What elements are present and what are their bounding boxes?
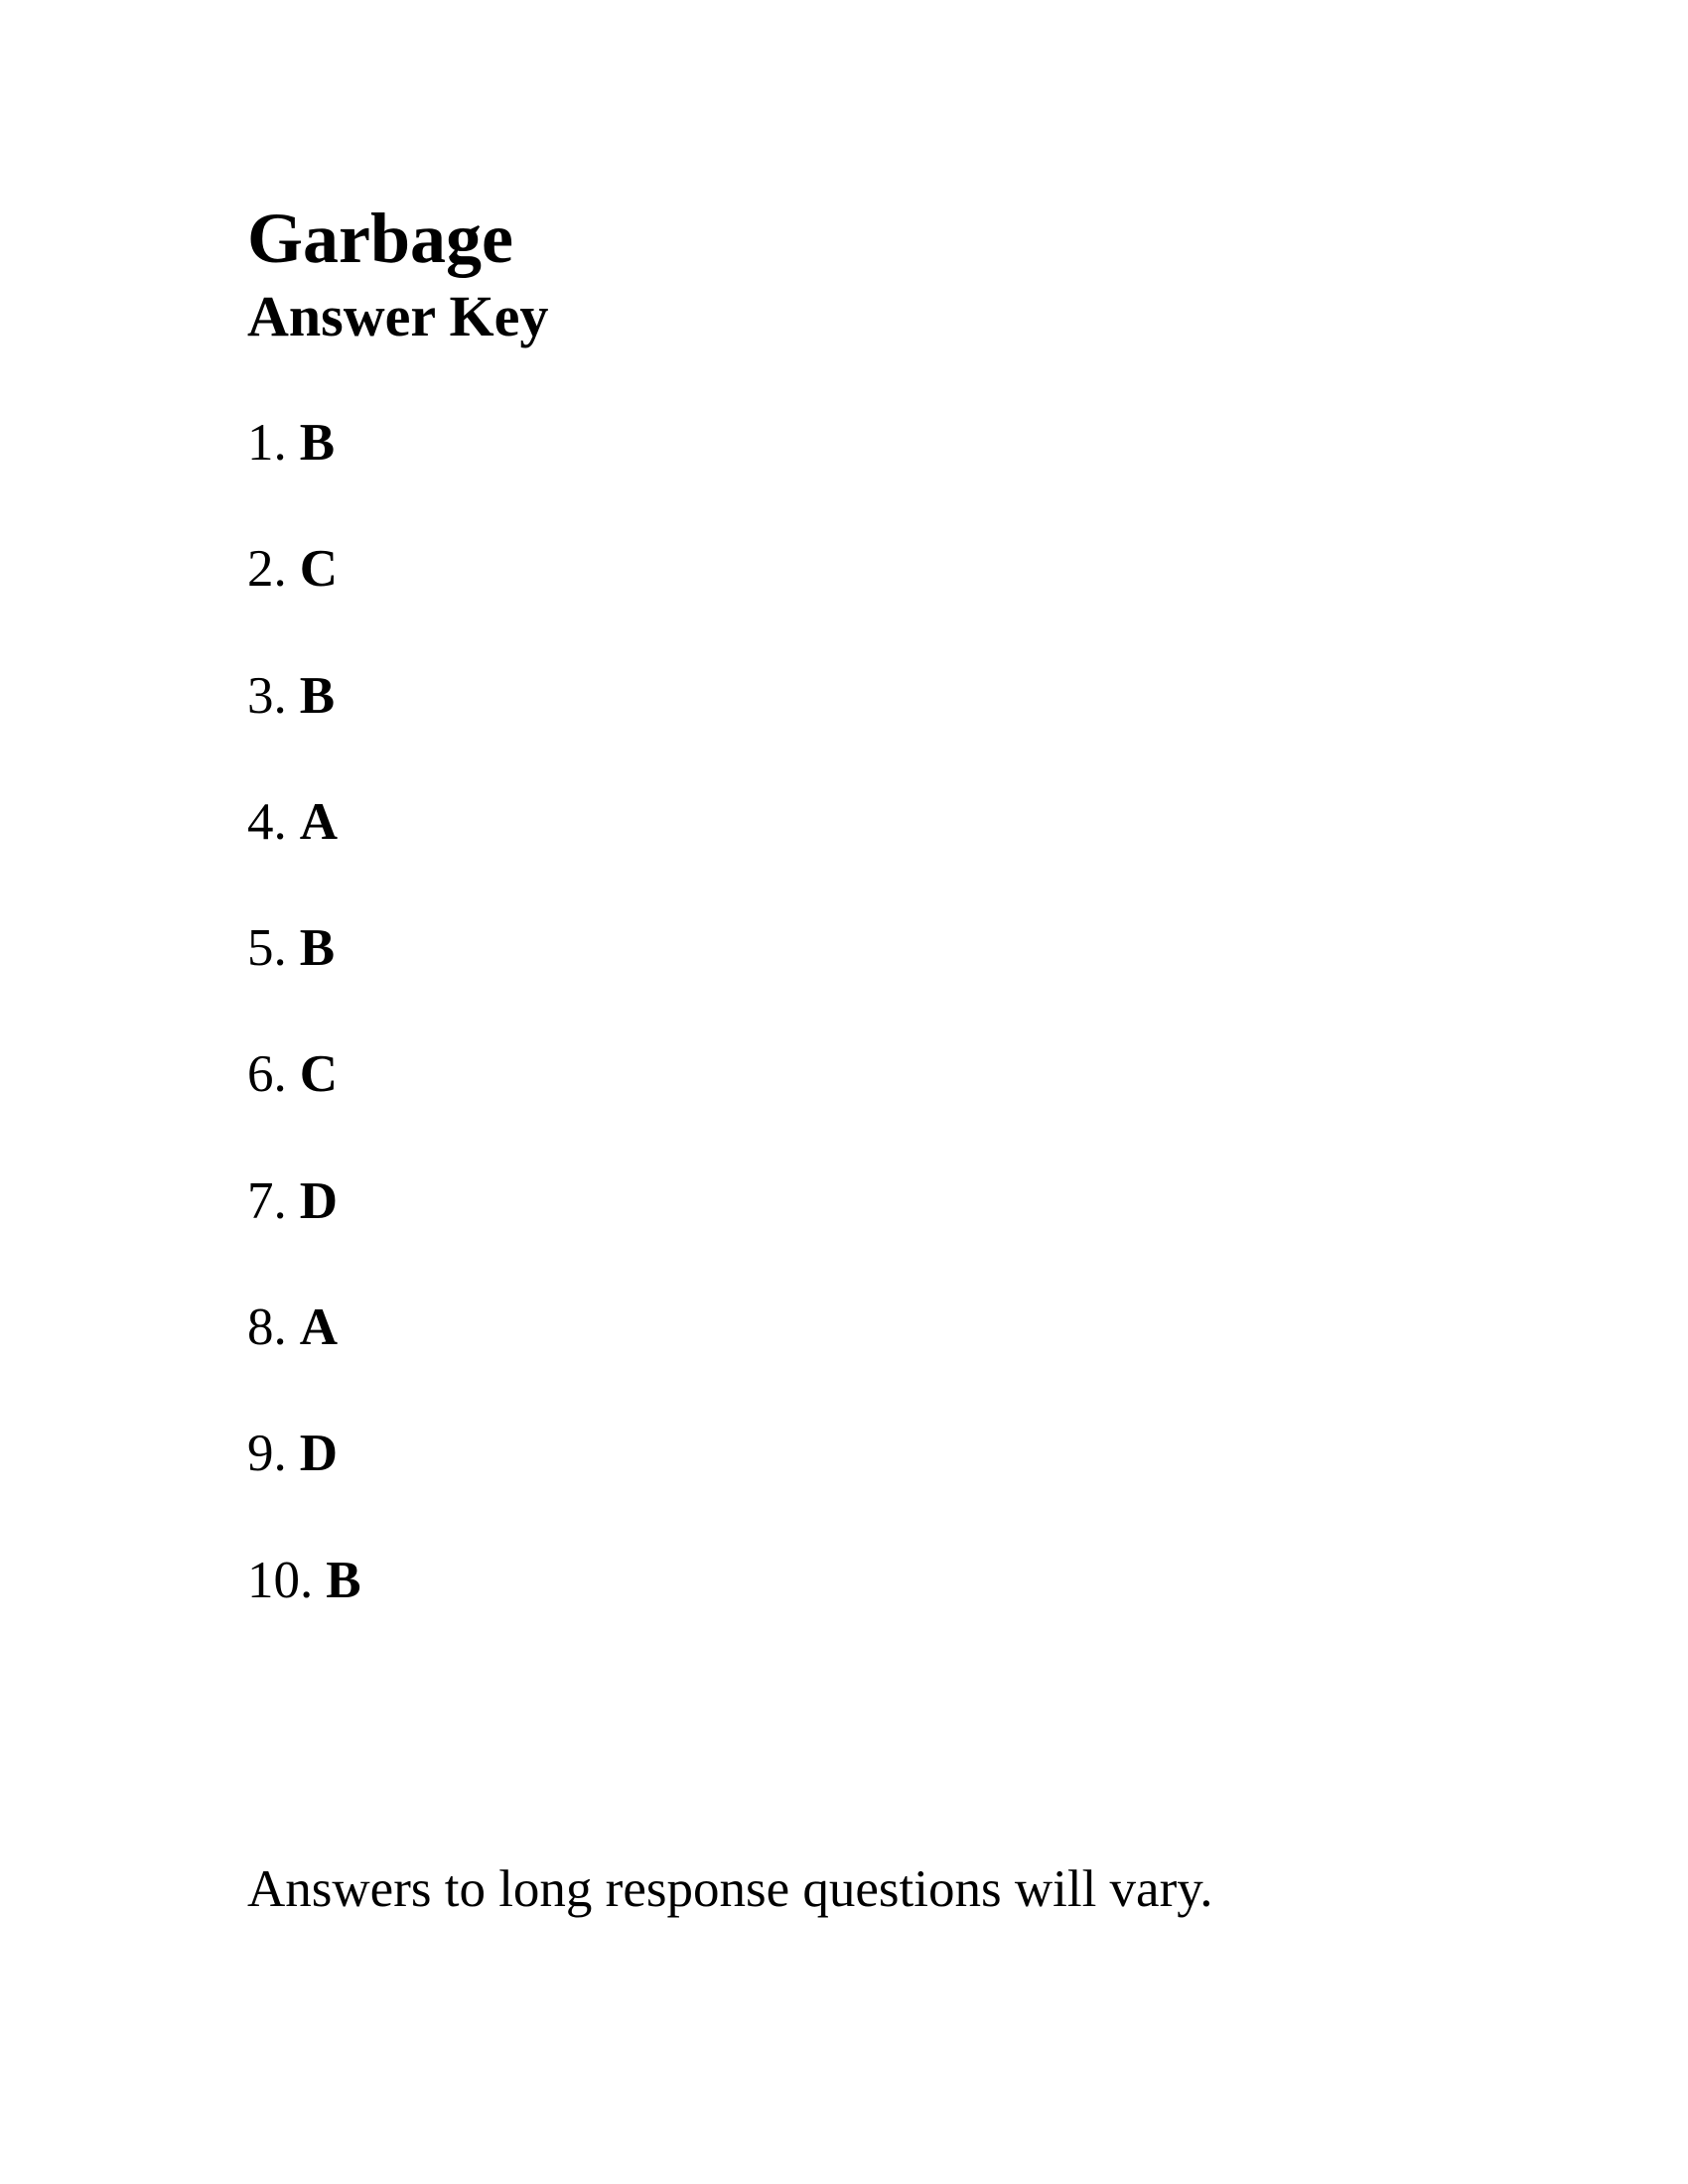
- answer-item: [247, 1298, 361, 1428]
- answer-letter: B: [326, 1551, 361, 1609]
- answer-item: [247, 666, 361, 796]
- answer-item: [247, 919, 361, 1048]
- answer-list: [247, 414, 361, 1681]
- answer-letter: A: [299, 792, 339, 851]
- answer-letter: B: [299, 666, 336, 725]
- answer-number: 6.: [247, 1045, 287, 1104]
- answer-letter: C: [299, 1045, 339, 1104]
- answer-letter: D: [299, 1425, 339, 1483]
- answer-item: [247, 414, 361, 543]
- answer-letter: B: [299, 919, 336, 978]
- answer-number: 9.: [247, 1425, 287, 1483]
- answer-item: [247, 540, 361, 669]
- answer-number: 8.: [247, 1298, 287, 1357]
- page-subtitle: Answer Key: [247, 284, 549, 348]
- answer-item: [247, 1045, 361, 1174]
- answer-number: 5.: [247, 919, 287, 978]
- answer-letter: C: [299, 540, 339, 599]
- answer-item: [247, 792, 361, 922]
- answer-number: 1.: [247, 414, 287, 472]
- answer-number: 2.: [247, 540, 287, 599]
- answer-number: 4.: [247, 792, 287, 851]
- answer-item: [247, 1551, 361, 1681]
- answer-number: 7.: [247, 1171, 287, 1230]
- answer-letter: B: [299, 414, 336, 472]
- page-title: Garbage: [247, 199, 513, 278]
- answer-letter: A: [299, 1298, 339, 1357]
- long-response-note: Answers to long response questions will vary.: [247, 1860, 1213, 1918]
- answer-item: [247, 1171, 361, 1301]
- answer-number: 10.: [247, 1551, 314, 1609]
- answer-number: 3.: [247, 666, 287, 725]
- answer-letter: D: [299, 1171, 339, 1230]
- answer-item: [247, 1425, 361, 1554]
